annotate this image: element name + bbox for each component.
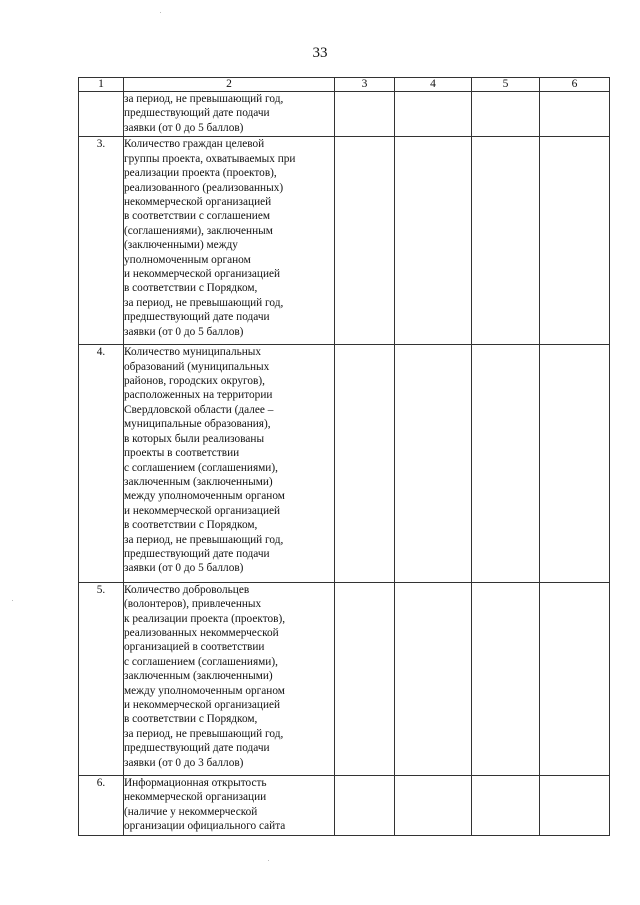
criterion-line: реализованных некоммерческой — [124, 626, 279, 639]
criterion-line: Количество муниципальных — [124, 346, 262, 359]
criterion-line: в соответствии с Порядком, — [124, 713, 258, 726]
criterion-line: образований (муниципальных — [124, 360, 270, 373]
criterion-line: и некоммерческой организацией — [124, 698, 281, 711]
criterion-line: и некоммерческой организацией — [124, 268, 281, 280]
empty-cell — [395, 345, 472, 582]
criteria-table — [78, 77, 610, 836]
criterion-line: за период, не превышающий год, — [124, 93, 284, 105]
criterion-line: к реализации проекта (проектов), — [124, 612, 286, 625]
criterion-line: заявки (от 0 до 3 баллов) — [124, 756, 244, 769]
header-cell-6: 6 — [540, 78, 610, 92]
criterion-line: расположенных на территории — [124, 389, 273, 402]
empty-cell — [472, 137, 540, 345]
criterion-line: за период, не превышающий год, — [124, 727, 284, 740]
criterion-line: организации официального сайта — [124, 820, 286, 833]
row-number: 5. — [79, 582, 124, 775]
criterion-line: районов, городских округов), — [124, 375, 265, 388]
criterion-text — [124, 137, 335, 345]
criterion-line: с соглашением (соглашениями), — [124, 655, 278, 668]
empty-cell — [395, 92, 472, 137]
row-number: 3. — [79, 137, 124, 345]
criterion-line: муниципальные образования), — [124, 418, 271, 431]
scan-speck — [12, 600, 13, 601]
criterion-text — [124, 775, 335, 835]
row-number — [79, 92, 124, 137]
criterion-text — [124, 345, 335, 582]
criterion-line: Свердловской области (далее – — [124, 403, 274, 416]
empty-cell — [472, 345, 540, 582]
criterion-line: заявки (от 0 до 5 баллов) — [124, 325, 244, 338]
empty-cell — [472, 92, 540, 137]
scan-speck — [160, 12, 161, 13]
criterion-line: некоммерческой организации — [124, 791, 267, 804]
empty-cell — [335, 137, 395, 345]
criterion-line: (заключенными) между — [124, 239, 238, 252]
empty-cell — [472, 582, 540, 775]
criterion-line: проекты в соответствии — [124, 447, 240, 460]
row-number: 4. — [79, 345, 124, 582]
empty-cell — [540, 92, 610, 137]
criterion-line: Количество добровольцев — [124, 583, 250, 596]
criterion-line: между уполномоченным органом — [124, 684, 285, 697]
empty-cell — [540, 137, 610, 345]
header-row — [79, 78, 610, 92]
row-number: 6. — [79, 775, 124, 835]
criterion-line: заключенным (заключенными) — [124, 670, 273, 683]
criterion-line: заявки (от 0 до 5 баллов) — [124, 562, 244, 575]
criterion-text — [124, 582, 335, 775]
header-cell-3: 3 — [335, 78, 395, 92]
empty-cell — [335, 582, 395, 775]
empty-cell — [472, 775, 540, 835]
table-row — [79, 345, 610, 582]
criterion-line: в соответствии с соглашением — [124, 210, 270, 223]
header-cell-1: 1 — [79, 78, 124, 92]
criterion-line: заявки (от 0 до 5 баллов) — [124, 121, 244, 134]
empty-cell — [335, 345, 395, 582]
criterion-line: с соглашением (соглашениями), — [124, 461, 278, 474]
empty-cell — [395, 775, 472, 835]
criterion-line: Информационная открытость — [124, 776, 267, 789]
empty-cell — [395, 137, 472, 345]
criterion-line: в соответствии с Порядком, — [124, 282, 258, 295]
criterion-line: реализации проекта (проектов), — [124, 167, 277, 180]
header-cell-5: 5 — [472, 78, 540, 92]
criterion-line: организацией в соответствии — [124, 641, 265, 654]
criterion-text — [124, 92, 335, 137]
criterion-line: (волонтеров), привлеченных — [124, 598, 262, 611]
criterion-line: предшествующий дате подачи — [124, 311, 270, 324]
empty-cell — [540, 775, 610, 835]
criterion-line: за период, не превышающий год, — [124, 533, 284, 546]
table-row — [79, 92, 610, 137]
header-cell-2: 2 — [124, 78, 335, 92]
table-row — [79, 582, 610, 775]
criterion-line: предшествующий дате подачи — [124, 547, 270, 560]
criterion-line: уполномоченным органом — [124, 253, 251, 266]
table-row — [79, 137, 610, 345]
criterion-line: (соглашениями), заключенным — [124, 224, 273, 237]
empty-cell — [335, 92, 395, 137]
empty-cell — [540, 582, 610, 775]
header-cell-4: 4 — [395, 78, 472, 92]
criterion-line: (наличие у некоммерческой — [124, 805, 258, 818]
criterion-line: между уполномоченным органом — [124, 490, 285, 503]
page-number: 33 — [312, 45, 328, 61]
criterion-line: за период, не превышающий год, — [124, 296, 284, 309]
criterion-line: реализованного (реализованных) — [124, 181, 284, 194]
empty-cell — [395, 582, 472, 775]
criterion-line: в которых были реализованы — [124, 432, 265, 445]
criterion-line: некоммерческой организацией — [124, 195, 272, 208]
criterion-line: предшествующий дате подачи — [124, 107, 270, 120]
criterion-line: группы проекта, охватываемых при — [124, 152, 296, 165]
empty-cell — [335, 775, 395, 835]
criterion-line: и некоммерческой организацией — [124, 504, 281, 517]
criterion-line: заключенным (заключенными) — [124, 475, 273, 488]
criterion-line: предшествующий дате подачи — [124, 742, 270, 755]
criterion-line: Количество граждан целевой — [124, 138, 265, 151]
empty-cell — [540, 345, 610, 582]
criterion-line: в соответствии с Порядком, — [124, 519, 258, 532]
table-row — [79, 775, 610, 835]
scan-speck — [268, 860, 269, 861]
